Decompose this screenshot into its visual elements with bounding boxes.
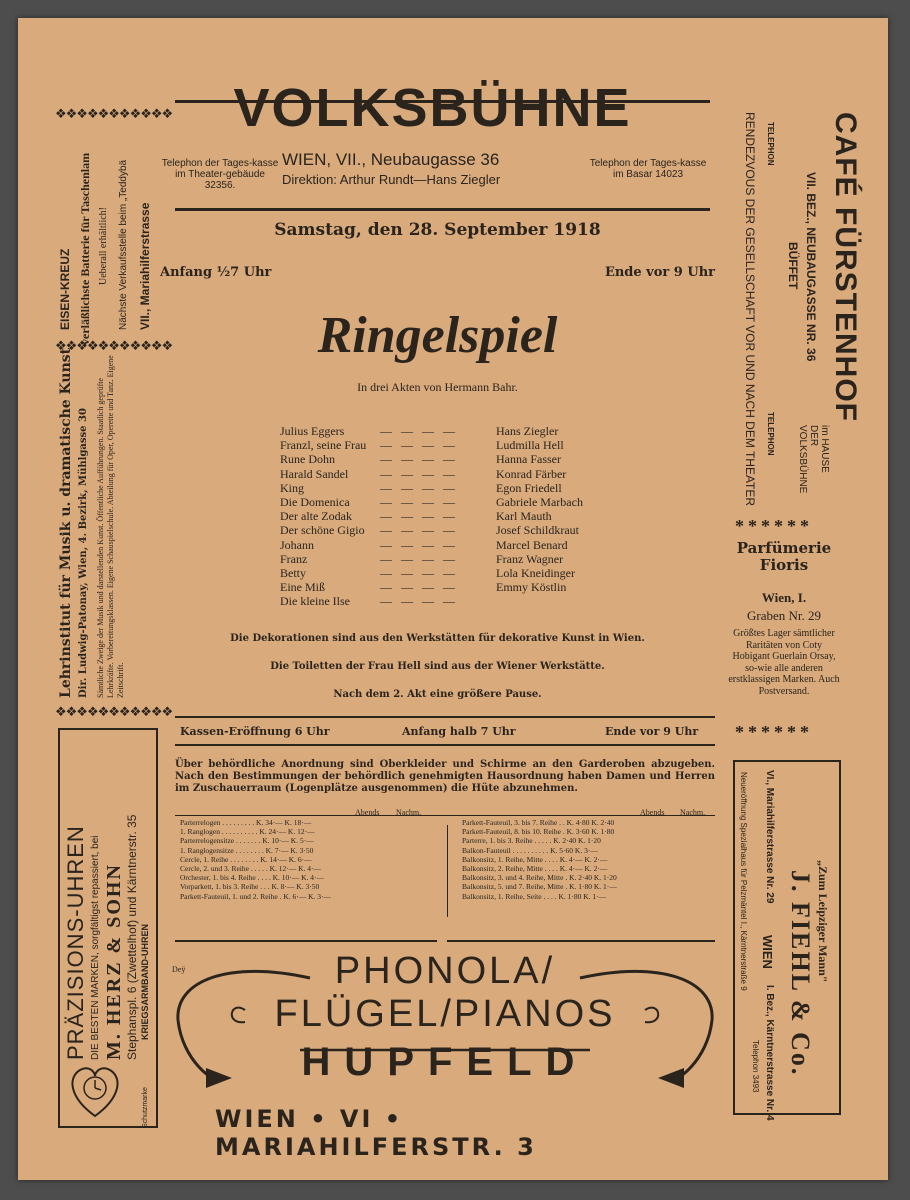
cast-actor: Karl Mauth: [496, 509, 552, 524]
cafe-rendezvous: RENDEZVOUS DER GESELLSCHAFT VOR UND NACH DEM THEATER: [743, 112, 757, 507]
cast-role: Der schöne Gigio: [280, 523, 365, 538]
cast-row: [280, 580, 700, 594]
cast-actor: Franz Wagner: [496, 551, 564, 566]
box-office-time: Kassen-Eröffnung 6 Uhr: [180, 725, 330, 738]
cast-role: Franzl, seine Frau: [280, 438, 367, 453]
note-toilets: Die Toiletten der Frau Hell sind aus der Wiener Werkstätte.: [270, 661, 605, 672]
music-school-ad: Lehrinstitut für Musik u. dramatische Kunst: [58, 347, 74, 698]
cast-role: Eine Miß: [280, 580, 325, 595]
artist-signature: Deÿ: [172, 965, 186, 974]
cast-role: Der alte Zodak: [280, 509, 352, 524]
everywhere-ad: Ueberall erhältlich!: [98, 206, 109, 285]
theatre-title: VOLKSBÜHNE: [233, 78, 632, 138]
cast-row: [280, 467, 700, 481]
cast-actor: Lola Kneidinger: [496, 566, 575, 580]
cast-dashes: — — — —: [380, 466, 458, 481]
prices-top-rule: [175, 815, 715, 816]
watch-text: DIE BESTEN MARKEN, sorgfältigst repassiert, bei: [90, 835, 101, 1060]
cast-role: Die Domenica: [280, 495, 350, 509]
cast-dashes: — — — —: [380, 551, 458, 566]
parfum-ad: [728, 540, 840, 574]
cast-dashes: — — — —: [380, 480, 458, 495]
cast-role: Rune Dohn: [280, 452, 335, 467]
parfum-text: Größtes Lager sämtlicher Raritäten von Coty Hobigant Guerlain Orsay, so-wie alle anderen erstklassigen Marken. Auch Postversand.: [728, 628, 840, 697]
cast-actor: Gabriele Marbach: [496, 495, 583, 509]
end-time: Ende vor 9 Uhr: [604, 265, 715, 280]
watch-address: Stephanspl. 6 (Zwettelhof) und Kärntnerstr. 35: [125, 814, 139, 1060]
phonola-line1: PHONOLA/: [334, 950, 556, 992]
ad-top-rule-left: [175, 940, 437, 942]
cast-dashes: — — — —: [380, 594, 458, 609]
cast-actor: Ludmilla Hell: [496, 438, 564, 453]
cast-actor: Hans Ziegler: [496, 424, 559, 438]
fiehl-city: WIEN: [760, 935, 775, 969]
cast-row: [280, 509, 700, 523]
fiehl-text: Neueröffnung Spezialhaus für Pelzmäntel I., Kärntnerstraße 9: [739, 772, 748, 991]
cast-dashes: — — — —: [380, 495, 458, 509]
cast-actor: Emmy Köstlin: [496, 580, 567, 595]
cast-row: [280, 523, 700, 537]
phonola-line2: FLÜGEL/PIANOS: [274, 993, 616, 1035]
cast-dashes: — — — —: [380, 452, 458, 467]
cafe-house: im HAUSE DER VOLKSBÜHNE: [797, 425, 830, 494]
ornament-border: ❖❖❖❖❖❖❖❖❖❖❖: [55, 107, 173, 122]
cast-dashes: — — — —: [380, 523, 458, 538]
cast-row: [280, 438, 700, 452]
cast-row: [280, 452, 700, 466]
cast-role: Betty: [280, 566, 306, 580]
heart-clock-icon: [65, 1060, 125, 1120]
schedule-top-rule: [175, 716, 715, 718]
street-ad: VII., Mariahilferstrasse: [138, 202, 152, 330]
cafe-telephon-1: TELEPHON: [766, 122, 775, 166]
watch-title: PRÄZISIONS-UHREN: [63, 825, 88, 1060]
performance-date: Samstag, den 28. September 1918: [274, 220, 601, 240]
phonola-address: WIEN • VI • MARIAHILFERSTR. 3: [215, 1105, 537, 1161]
music-director: Dir. Ludwig-Patonay, Wien, 4. Bezirk, Mühlgasse 30: [78, 408, 89, 698]
cast-dashes: — — — —: [380, 580, 458, 595]
cast-row: [280, 594, 700, 608]
cast-role: Franz: [280, 551, 308, 566]
note-pause: Nach dem 2. Akt eine größere Pause.: [333, 689, 542, 700]
schedule-end: Ende vor 9 Uhr: [605, 725, 699, 738]
teddy-ad: Nächste Verkaufsstelle beim „Teddybä: [118, 159, 129, 330]
ad-top-rule-right: [447, 940, 715, 942]
parfum-name-1: Parfümerie: [736, 539, 832, 557]
cafe-address: VII. BEZ., NEUBAUGASSE NR. 36: [804, 172, 818, 362]
stars-bottom: ******: [735, 722, 813, 742]
parfum-street: Graben Nr. 29: [746, 608, 821, 623]
cast-actor: Hanna Fasser: [496, 452, 561, 467]
cast-role: Die kleine Ilse: [280, 594, 350, 609]
price-table-right: Parkett-Fauteuil, 3. bis 7. Reihe . . K. 4·80 K. 2·40 Parkett-Fauteuil, 8. bis 10. Reihe . K. 3·60 K. 1·80 Parterre, 1. bis 3. Reihe . . . . . K. 2·40 K. 1·20 Balkon-Fauteuil . . . . . . . . . . K. 5·60 K. 3·— Balkonsitz, 1. Reihe, Mitte . . . . K. 4·— K. 2·— Balkonsitz, 2. Reihe, Mitte . . . . K. 4·— K. 2·— Balkonsitz, 3. und 4. Reihe, Mitte . K. 2·40 K. 1·20 Balkonsitz, 5. und 7. Reihe, Mitte . K. 1·80 K. 1·— Balkonsitz, 1. Reihe, Seite . . . . K. 1·80 K. 1·—: [462, 818, 617, 901]
price-table-left: Parterrelogen . . . . . . . . . K. 34·— K. 18·— 1. Ranglogen . . . . . . . . . . K. 24·— K. 12·— Parterrelogensitze . . . . . . . K. 10·— K. 5·— 1. Ranglogensitze . . . . . . . . K. 7·— K. 3·50 Cercle, 1. Reihe . . . . . . . . K. 14·— K. 6·— Cercle, 2. und 3. Reihe . . . . . K. 12·— K. 4·— Orchester, 1. bis 4. Reihe . . . . K. 10·— K. 4·— Vorparkett, 1. bis 3. Reihe . . . K. 8·— K. 3·50 Parkett-Fauteuil, 1. und 2. Reihe . K. 6·— K. 3·—: [180, 818, 332, 901]
address-block: [282, 150, 582, 190]
cafe-telephon-2: TELEPHON: [766, 412, 775, 456]
ornament-border: ❖❖❖❖❖❖❖❖❖❖❖: [55, 705, 173, 720]
play-subtitle: In drei Akten von Hermann Bahr.: [357, 380, 518, 394]
cast-dashes: — — — —: [380, 566, 458, 580]
cast-actor: Egon Friedell: [496, 480, 562, 495]
cast-dashes: — — — —: [380, 424, 458, 438]
price-header-evening-right: Abends: [640, 808, 665, 817]
cast-row: [280, 495, 700, 509]
schedule-begin: Anfang halb 7 Uhr: [402, 725, 516, 738]
cast-row: [280, 424, 700, 438]
begin-time: Anfang ½7 Uhr: [160, 265, 272, 280]
cast-row: [280, 566, 700, 580]
ornament-border: ❖❖❖❖❖❖❖❖❖❖❖: [55, 339, 173, 354]
music-text: Sämtliche Zweige der Musik und darstellenden Kunst. Öffentliche Aufführungen. Staatlich geprüfte Lehrkräfte. Vorbereitungsklassen. Eigene Schauspielschule. Abteilung für Oper, Operette und Tanz. Eigene Zeitschrift.: [96, 355, 125, 698]
header-bottom-rule: [175, 208, 710, 211]
price-header-afternoon-left: Nachm.: [396, 808, 422, 817]
cafe-name: CAFÉ FÜRSTENHOF: [829, 112, 862, 422]
fiehl-name: J. FIEHL & Co.: [786, 870, 815, 1077]
price-header-afternoon-right: Nachm.: [680, 808, 706, 817]
schedule-bottom-rule: [175, 744, 715, 746]
parfum-city: Wien, I.: [761, 590, 807, 605]
cast-actor: Josef Schildkraut: [496, 523, 579, 538]
direction: Direktion: Arthur Rundt—Hans Ziegler: [282, 172, 501, 187]
eisenkreuz-ad: EISEN-KREUZ: [58, 248, 72, 330]
play-title: Ringelspiel: [317, 307, 558, 364]
watch-sub: KRIEGSARMBAND-UHREN: [140, 924, 150, 1040]
watch-firm: M. HERZ & SOHN: [103, 863, 125, 1060]
cast-dashes: — — — —: [380, 509, 458, 524]
stars-top: ******: [735, 516, 813, 536]
phonola-line3: HUPFELD: [301, 1040, 589, 1084]
cast-actor: Marcel Benard: [496, 537, 568, 552]
fiehl-phone: Telephon 3493: [751, 1040, 760, 1093]
cast-row: [280, 481, 700, 495]
cast-dashes: — — — —: [380, 537, 458, 552]
cast-role: Julius Eggers: [280, 424, 345, 438]
fiehl-tag: „Zum Leipziger Mann": [816, 860, 830, 983]
price-header-evening-left: Abends: [355, 808, 380, 817]
cast-row: [280, 538, 700, 552]
price-divider: [447, 825, 448, 917]
parfum-name-2: Fioris: [759, 556, 809, 574]
address: WIEN, VII., Neubaugasse 36: [282, 150, 500, 169]
cafe-buffet: BÜFFET: [786, 242, 800, 290]
cast-actor: Konrad Färber: [496, 466, 567, 481]
fiehl-addr1: VI., Mariahilferstrasse Nr. 29: [764, 770, 775, 904]
trademark-label: Schutzmarke: [142, 1087, 149, 1128]
cast-row: [280, 552, 700, 566]
phone-left: Telephon der Tages-kasse im Theater-gebäude 32356.: [161, 158, 279, 191]
cast-role: Harald Sandel: [280, 466, 349, 481]
fiehl-addr2: I. Bez., Kärntnerstrasse Nr. 4: [764, 985, 775, 1121]
wardrobe-notice: Über behördliche Anordnung sind Oberkleider und Schirme an den Garderoben abzugeben. Nach den Bestimmungen der behördlich genehmigten Hausordnung haben Damen und Herren im Zuschauerraum (Logenplätze ausgenommen) die Hüte abzunehmen.: [175, 759, 715, 794]
note-decorations: Die Dekorationen sind aus den Werkstätten für dekorative Kunst in Wien.: [230, 633, 645, 644]
cast-dashes: — — — —: [380, 438, 458, 453]
cast-role: Johann: [280, 537, 314, 552]
battery-ad: verläßlichste Batterie für Taschenlam: [78, 152, 92, 345]
phone-right: Telephon der Tages-kasse im Basar 14023: [589, 158, 707, 180]
cast-role: King: [280, 480, 304, 495]
